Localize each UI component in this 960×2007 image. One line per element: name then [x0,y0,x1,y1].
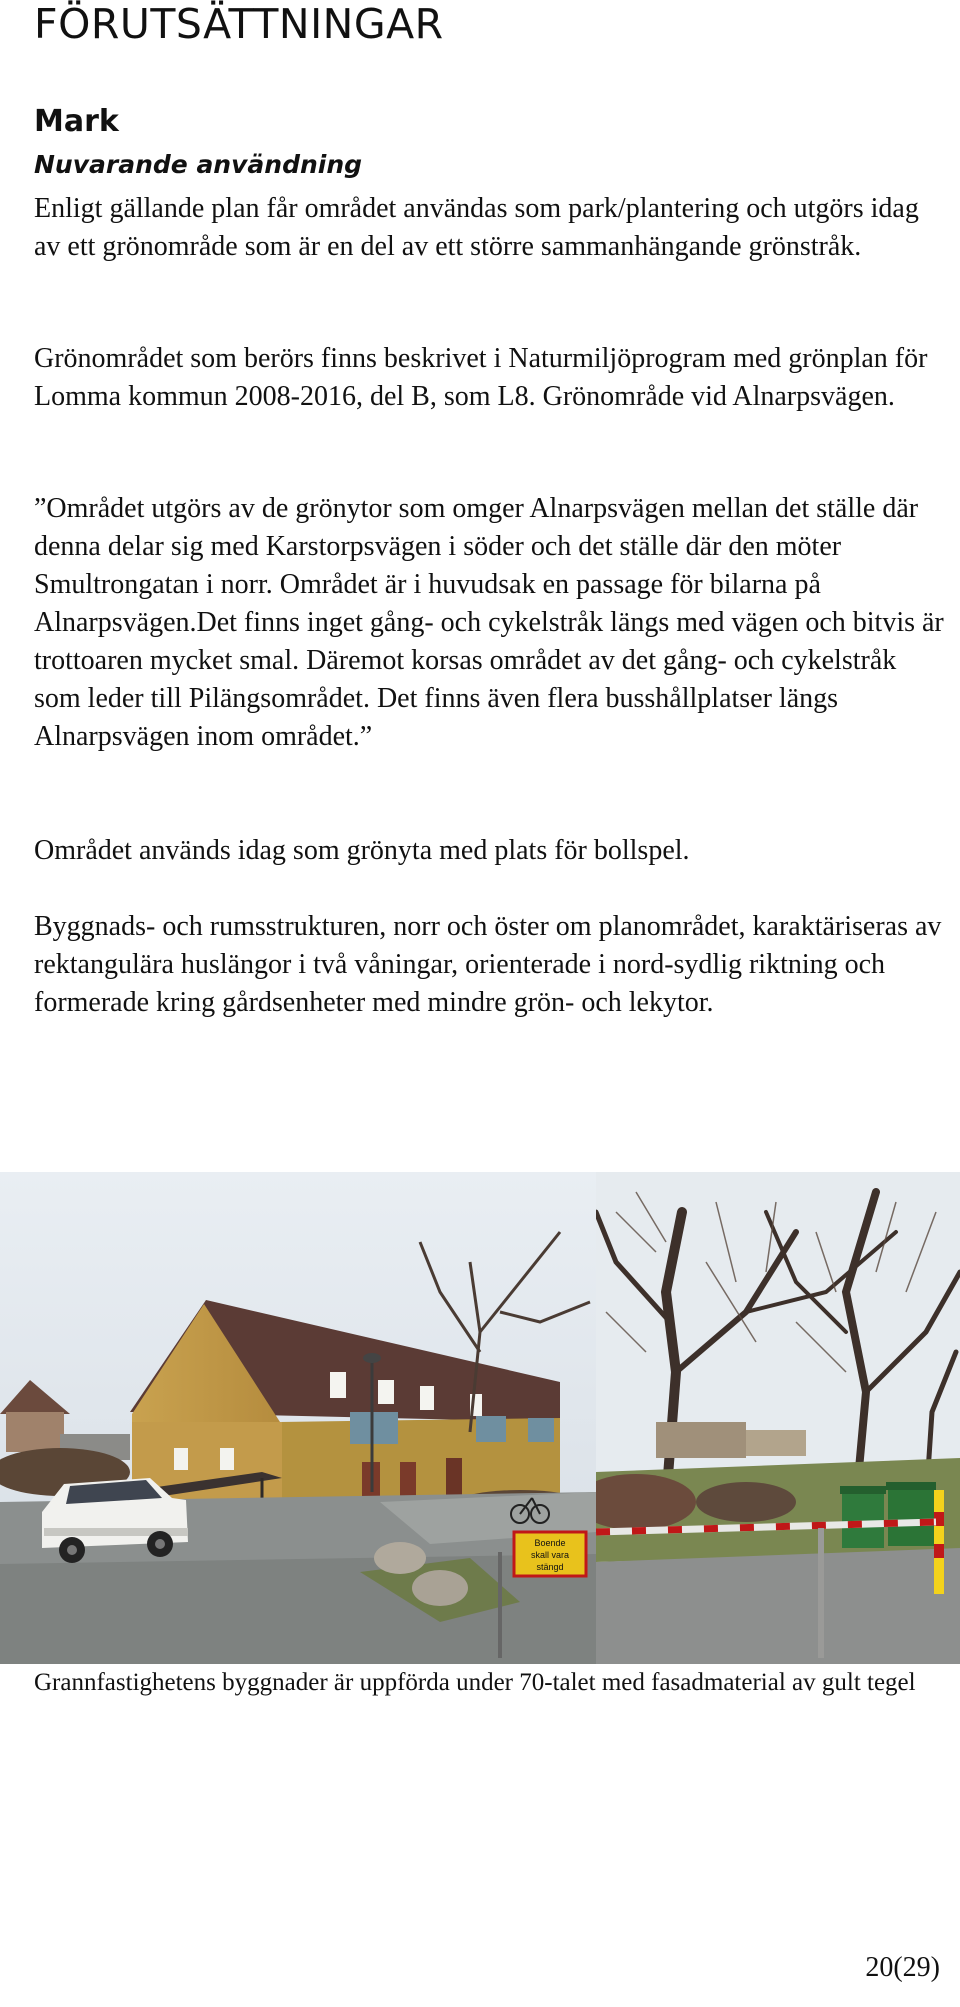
paragraph-nature-program: Grönområdet som berörs finns beskrivet i Naturmiljöprogram med grönplan för Lomma kommun 2008-2016, del B, som L8. Grönområde vid Alnarpsvägen. [34,343,928,412]
paragraph-quote: ”Området utgörs av de grönytor som omger Alnarpsvägen mellan det ställe där denna delar sig med Karstorpsvägen i söder och det ställe där den möter Smultrongatan i norr. Området är i huvudsak en passage för bilarna på Alnarpsvägen.Det finns inget gång- och cykelstråk längs med vägen och bitvis är trottoaren mycket smal. Däremot korsas området av det gång- och cykelstråk som leder till Pilängsområdet. Det finns även flera busshållplatser längs Alnarpsvägen inom området.” [34,493,944,752]
photo-caption: Grannfastighetens byggnader är uppförda under 70-talet med fasadmaterial av gult tegel [34,1669,916,1696]
sign-line-2: skall vara [530,1550,570,1560]
page-number: 20(29) [865,1952,940,1983]
photo-brick-building [0,1172,596,1664]
section-heading: Mark [34,104,119,139]
photo-barrier-bins [596,1172,960,1664]
paragraph-building-structure: Byggnads- och rumsstrukturen, norr och öster om planområdet, karaktäriseras av rektangulära huslängor i två våningar, orienterade i nord-sydlig riktning och formerade kring gårdsenheter med mindre grön- och lekytor. [34,911,942,1018]
paragraph-ball-games: Området används idag som grönyta med plats för bollspel. [34,835,690,866]
sign-line-3: stängd [536,1562,564,1572]
paragraph-current-use: Enligt gällande plan får området användas som park/plantering och utgörs idag av ett grönområde som är en del av ett större sammanhängande grönstråk. [34,193,919,262]
page-heading: FÖRUTSÄTTNINGAR [34,0,444,48]
subsection-heading: Nuvarande användning [34,150,363,179]
sign-line-1: Boende [534,1538,566,1548]
